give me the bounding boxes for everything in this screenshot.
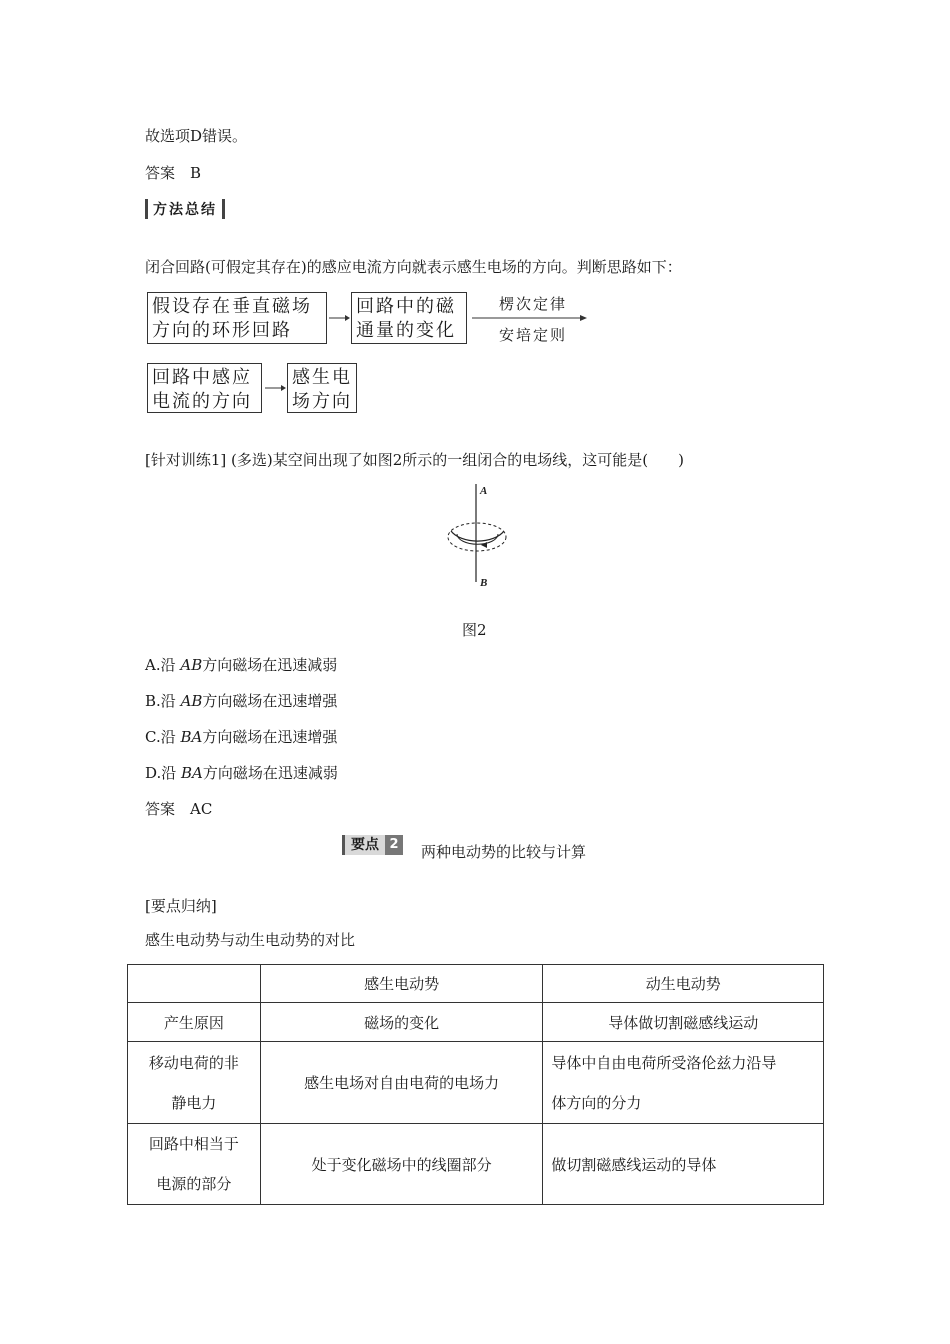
label-a: A xyxy=(480,485,488,497)
table-row xyxy=(128,1003,824,1042)
keypoint-title: 两种电动势的比较与计算 xyxy=(421,842,587,861)
table-cell: 导体做切割磁感线运动 xyxy=(543,1003,824,1042)
table-cell xyxy=(543,1042,824,1124)
flow-box-line: 方向的环形回路 xyxy=(152,320,292,341)
option-direction: AB xyxy=(180,692,203,710)
option-prefix: A.沿 xyxy=(145,656,181,674)
option-text: 方向磁场在迅速减弱 xyxy=(202,764,338,782)
flow-box-field-direction xyxy=(287,363,357,413)
comparison-table xyxy=(127,964,824,1205)
flow-box-line: 场方向 xyxy=(292,391,352,412)
flow-arrow-1 xyxy=(327,312,351,324)
keypoint-heading xyxy=(342,835,587,861)
keypoint-label: 要点 xyxy=(342,835,385,855)
option-d[interactable] xyxy=(145,763,338,783)
option-direction: BA xyxy=(181,764,203,782)
table-cell-line: 体方向的分力 xyxy=(551,1093,642,1112)
option-text: 方向磁场在迅速减弱 xyxy=(202,656,338,674)
table-cell-line: 导体中自由电荷所受洛伦兹力沿导 xyxy=(551,1053,777,1072)
table-row xyxy=(128,1124,824,1205)
flow-box-line: 假设存在垂直磁场 xyxy=(152,296,312,317)
flow-box-current-direction xyxy=(147,363,262,413)
method-summary-badge xyxy=(145,199,225,219)
option-prefix: C.沿 xyxy=(145,728,181,746)
flow-box-line: 感生电 xyxy=(292,367,352,388)
flow-arrow-2 xyxy=(470,312,590,324)
option-prefix: D.沿 xyxy=(145,764,182,782)
option-c[interactable] xyxy=(145,727,337,747)
option-prefix: B.沿 xyxy=(145,692,181,710)
flow-box-line: 电流的方向 xyxy=(152,391,252,412)
option-b[interactable] xyxy=(145,691,337,711)
text-line: 故选项D错误。 xyxy=(145,127,248,145)
exercise-question: [针对训练1] (多选)某空间出现了如图2所示的一组闭合的电场线，这可能是( ) xyxy=(145,451,684,469)
flow-box-line: 回路中感应 xyxy=(152,367,252,388)
option-a[interactable] xyxy=(145,655,337,675)
table-cell: 感生电场对自由电荷的电场力 xyxy=(260,1042,543,1124)
table-row xyxy=(128,1042,824,1124)
flow-arrow-label-bottom: 安培定则 xyxy=(498,326,567,344)
label-b: B xyxy=(480,577,488,589)
table-cell-line: 电源的部分 xyxy=(156,1175,232,1193)
table-cell: 做切割磁感线运动的导体 xyxy=(543,1124,824,1205)
table-cell xyxy=(128,1124,261,1205)
summary-label: [要点归纳] xyxy=(145,897,217,915)
table-header-cell: 动生电动势 xyxy=(543,965,824,1003)
option-text: 方向磁场在迅速增强 xyxy=(202,692,338,710)
flow-box-line: 回路中的磁 xyxy=(356,296,456,317)
figure-caption: 图2 xyxy=(462,621,487,639)
table-cell: 产生原因 xyxy=(128,1003,261,1042)
table-title: 感生电动势与动生电动势的对比 xyxy=(145,931,356,949)
table-cell xyxy=(128,1042,261,1124)
table-cell-line: 移动电荷的非 xyxy=(148,1053,239,1072)
keypoint-number: 2 xyxy=(385,835,403,855)
option-direction: AB xyxy=(180,656,203,674)
method-summary-title: 方法总结 xyxy=(153,202,217,218)
badge-bar-right xyxy=(222,199,225,219)
table-cell-line: 回路中相当于 xyxy=(148,1135,239,1153)
option-direction: BA xyxy=(180,728,203,746)
table-header-row xyxy=(128,965,824,1003)
answer-2: 答案 AC xyxy=(145,800,213,818)
table-header-cell xyxy=(128,965,261,1003)
table-header-cell: 感生电动势 xyxy=(260,965,543,1003)
flow-box-line: 通量的变化 xyxy=(356,320,456,341)
figure-2-field-lines xyxy=(440,482,520,590)
answer-1: 答案 B xyxy=(145,164,202,182)
flow-arrow-label-top: 楞次定律 xyxy=(498,295,567,313)
table-cell: 处于变化磁场中的线圈部分 xyxy=(260,1124,543,1205)
flow-arrow-3 xyxy=(263,382,287,394)
option-text: 方向磁场在迅速增强 xyxy=(202,728,338,746)
table-cell-line: 静电力 xyxy=(171,1093,217,1112)
method-description: 闭合回路(可假定其存在)的感应电流方向就表示感生电场的方向。判断思路如下： xyxy=(145,258,682,276)
flow-box-flux-change xyxy=(351,292,467,344)
table-cell: 磁场的变化 xyxy=(260,1003,543,1042)
flow-box-assume-loop xyxy=(147,292,327,344)
